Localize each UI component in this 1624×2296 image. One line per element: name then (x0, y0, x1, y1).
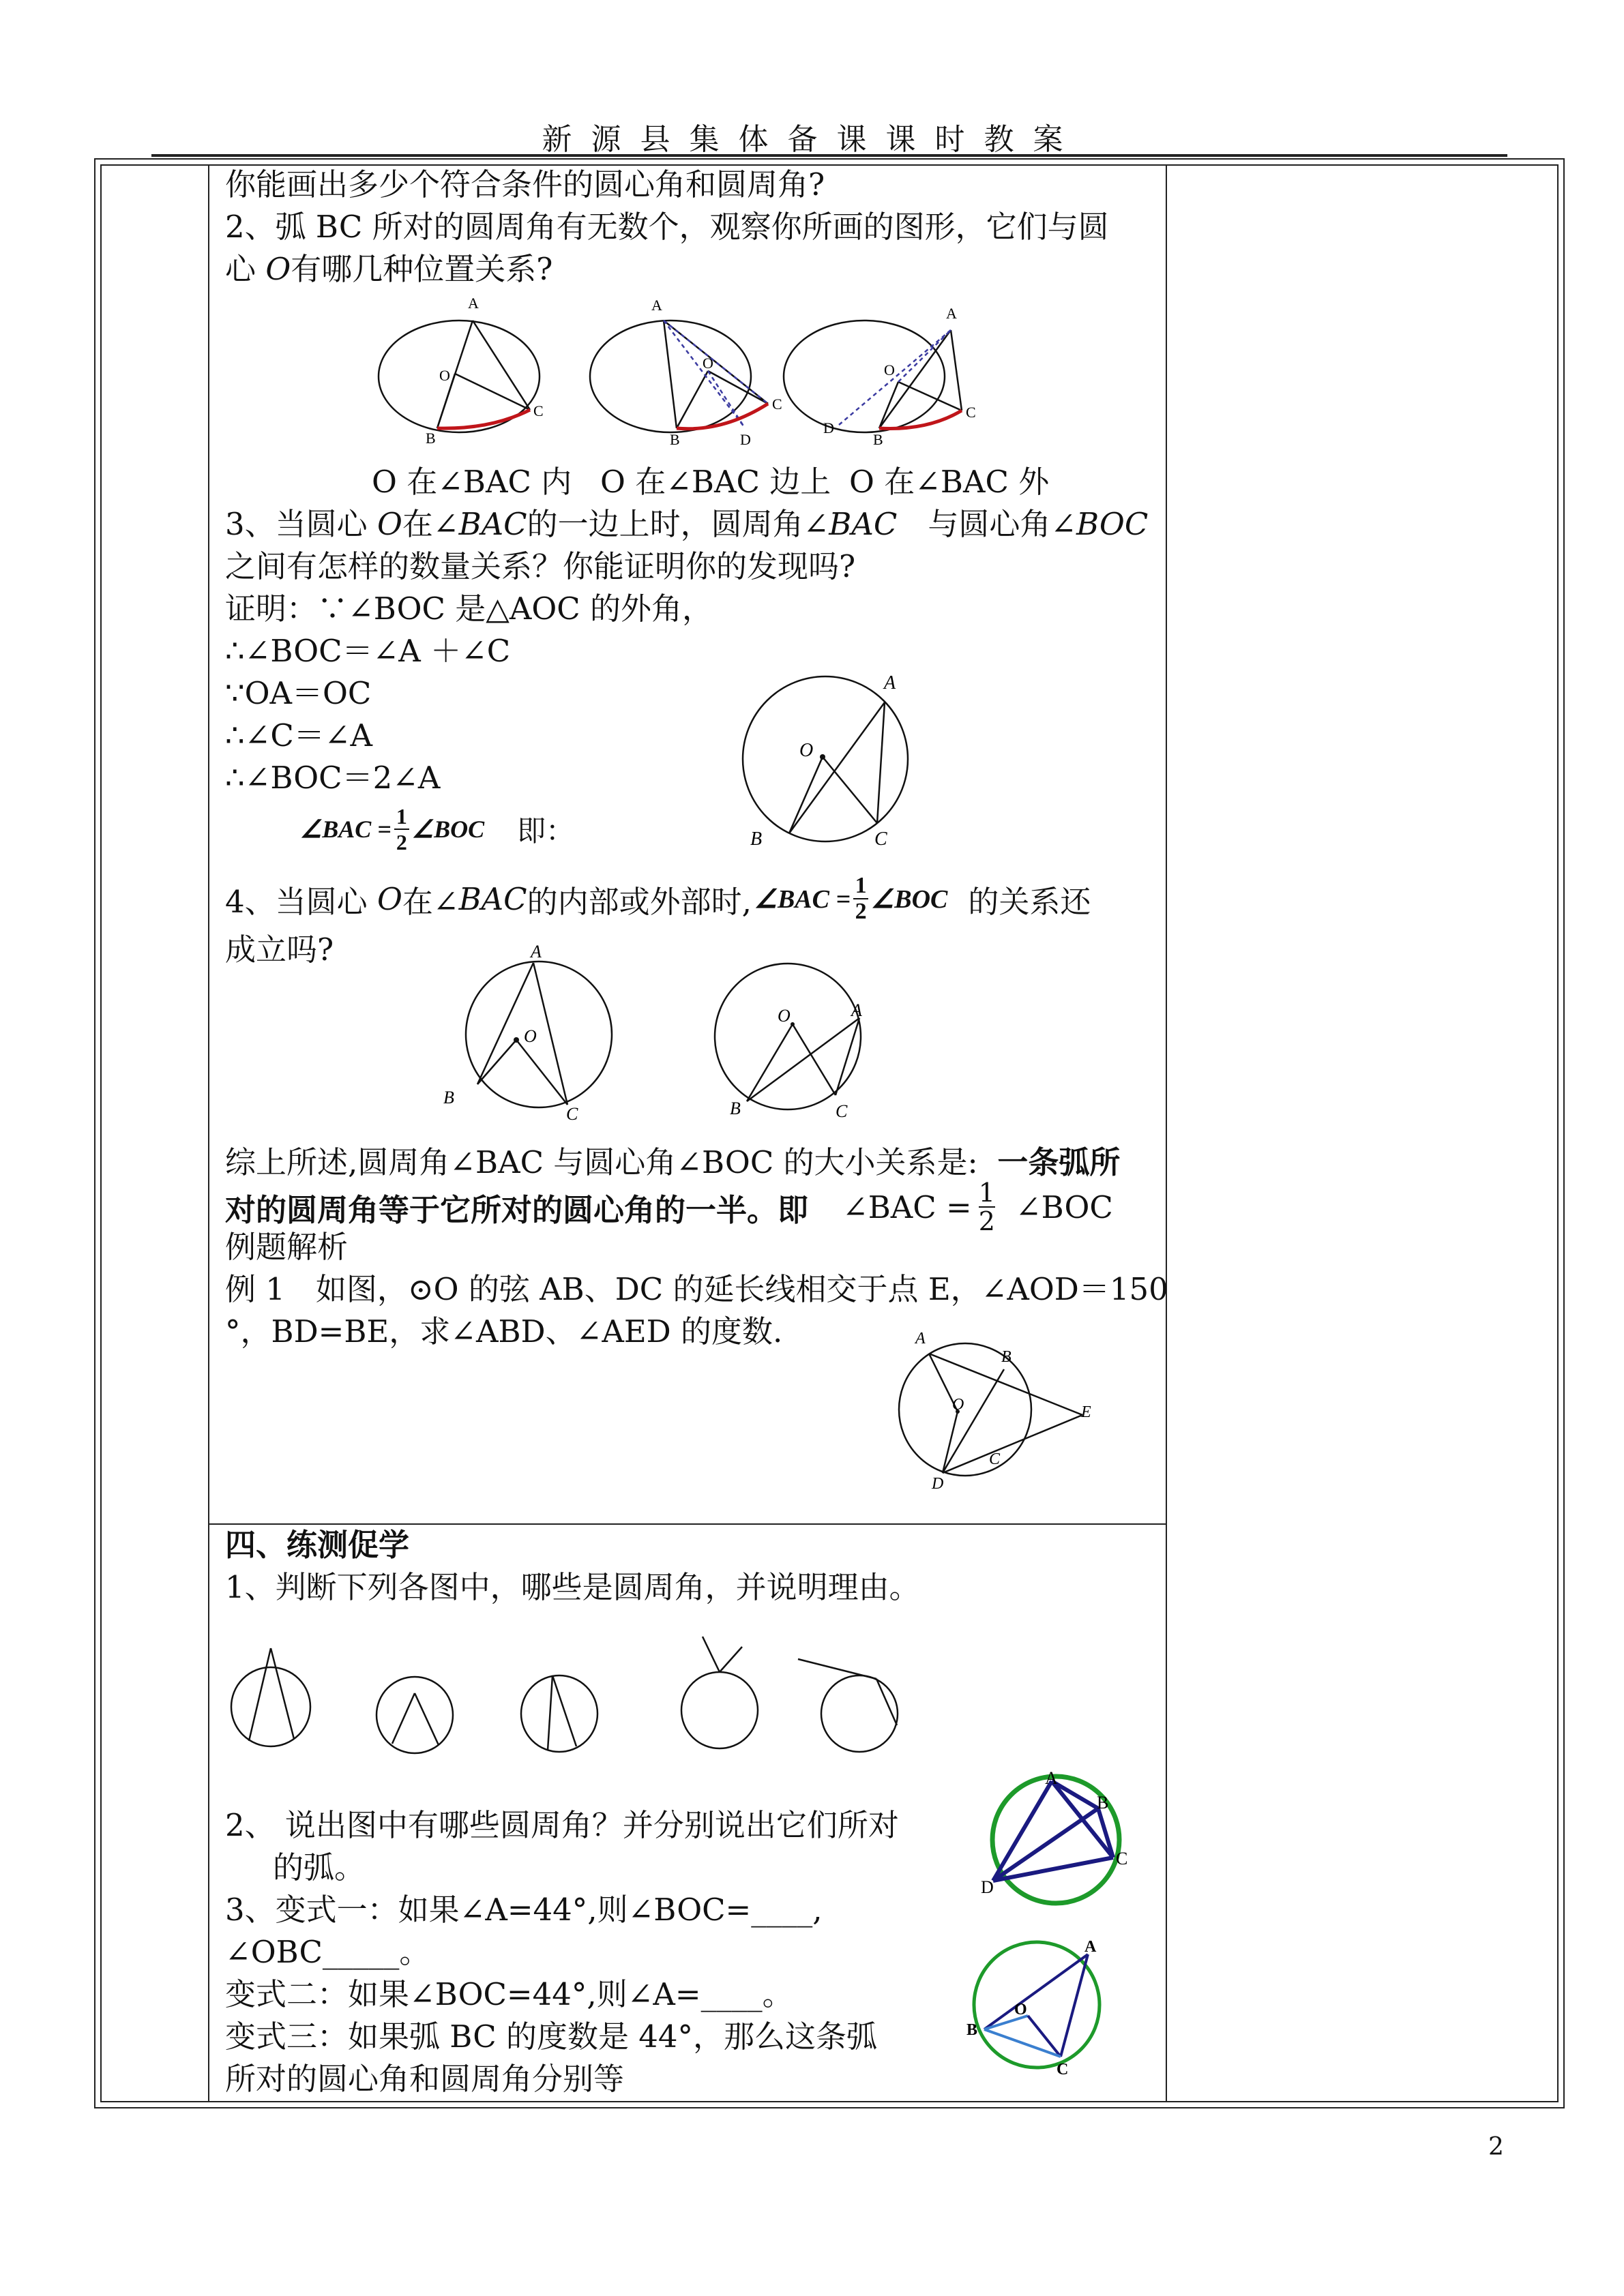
section4-title: 四、练测促学 (225, 1527, 410, 1563)
q4-line-a: 4、当圆心 O 在∠ BAC 的内部或外部时, ∠BAC = 1 2 ∠BOC 的关系还 (225, 873, 1091, 924)
svg-text:C: C (836, 1101, 848, 1121)
svg-text:E: E (1081, 1403, 1091, 1421)
example1-line-a: 例 1 如图，⊙O 的弦 AB、DC 的延长线相交于点 E，∠AOD＝150 (225, 1271, 1168, 1307)
svg-text:O: O (799, 740, 814, 761)
svg-text:B: B (1097, 1793, 1109, 1813)
proof-line-4: ∴∠C＝∠A (225, 717, 372, 754)
case-outside-label: O 在∠BAC 外 (849, 464, 1050, 500)
svg-text:O: O (524, 1026, 537, 1046)
q2-line-a: 2、弧 BC 所对的圆周角有无数个，观察你所画的图形，它们与圆 (225, 209, 1109, 245)
q3-line-b: 之间有怎样的数量关系？你能证明你的发现吗? (225, 548, 856, 584)
q4-circles-figure (437, 941, 862, 1125)
practice3-line-c: 变式二：如果∠BOC=44°,则∠A=____。 (225, 1976, 793, 2012)
svg-text:C: C (989, 1450, 1001, 1468)
ellipse-outside (784, 320, 945, 432)
table-col-divider-left (208, 164, 209, 2101)
example1-line-b: °，BD=BE，求∠ABD、∠AED 的度数. (225, 1313, 783, 1350)
svg-text:B: B (750, 829, 763, 850)
summary-line-a: 综上所述,圆周角∠BAC 与圆心角∠BOC 的大小关系是: 一条弧所 (225, 1144, 1121, 1180)
case-edge-label: O 在∠BAC 边上 (600, 464, 831, 500)
svg-text:B: B (426, 430, 436, 447)
svg-text:A: A (468, 295, 479, 312)
q1-tail: 你能画出多少个符合条件的圆心角和圆周角? (225, 166, 825, 203)
practice3-line-a: 3、变式一：如果∠A=44°,则∠BOC=____, (225, 1892, 823, 1928)
example1-figure (880, 1326, 1112, 1497)
svg-text:A: A (915, 1330, 926, 1347)
svg-text:A: A (884, 672, 896, 694)
svg-text:O: O (439, 367, 450, 384)
proof-line-5: ∴∠BOC＝2∠A (225, 760, 441, 796)
svg-text:B: B (873, 431, 883, 448)
svg-text:A: A (651, 297, 662, 314)
svg-text:C: C (566, 1104, 578, 1124)
q3-line-a: 3、当圆心 O在∠BAC的一边上时，圆周角∠BAC 与圆心角∠BOC (225, 506, 1149, 542)
page-header-title: 新源县集体备课课时教案 (542, 122, 1082, 157)
proof-line-2: ∴∠BOC＝∠A ＋∠C (225, 633, 511, 669)
svg-text:B: B (670, 431, 680, 448)
practice3-line-e: 所对的圆心角和圆周角分别等 (225, 2061, 625, 2097)
svg-text:O: O (952, 1396, 964, 1414)
svg-text:B: B (1001, 1348, 1012, 1366)
svg-text:B: B (730, 1099, 741, 1118)
svg-text:A: A (946, 305, 957, 322)
svg-text:O: O (703, 355, 713, 372)
svg-text:C: C (533, 402, 544, 419)
svg-text:B: B (966, 2021, 978, 2039)
svg-text:A: A (1084, 1938, 1097, 1956)
proof-line-3: ∵OA＝OC (225, 675, 372, 711)
table-col-divider-right (1166, 164, 1167, 2101)
practice1-figures (222, 1633, 917, 1763)
example-title: 例题解析 (225, 1229, 349, 1265)
q4-line-b: 成立吗? (225, 931, 334, 968)
q2-line-b: 心 O有哪几种位置关系? (225, 251, 553, 287)
proof-line-1: 证明：∵∠BOC 是△AOC 的外角， (225, 591, 713, 627)
svg-text:B: B (443, 1088, 454, 1107)
proof-formula: ∠BAC = 1 2 ∠BOC 即： (300, 804, 575, 854)
proof-circle-figure (737, 665, 941, 856)
svg-text:D: D (932, 1475, 944, 1493)
svg-text:C: C (772, 396, 782, 413)
summary-line-b: 对的圆周角等于它所对的圆心角的一半。即 ∠BAC = 1 2 ∠BOC (225, 1178, 1113, 1236)
practice2-line-a: 2、 说出图中有哪些圆周角？并分别说出它们所对 (225, 1807, 899, 1843)
svg-text:D: D (740, 431, 751, 448)
svg-text:O: O (778, 1006, 791, 1026)
svg-text:A: A (851, 1000, 862, 1020)
svg-text:A: A (531, 942, 542, 961)
svg-text:A: A (1045, 1768, 1058, 1788)
practice2-line-b: 的弧。 (273, 1849, 366, 1885)
svg-text:C: C (966, 404, 976, 421)
svg-text:C: C (1057, 2061, 1069, 2078)
page-number: 2 (1488, 2133, 1504, 2161)
svg-text:D: D (823, 419, 834, 436)
header-rule (151, 154, 1507, 157)
case-inside-label: O 在∠BAC 内 (372, 464, 572, 500)
practice3-figure (951, 1930, 1122, 2080)
practice3-line-b: ∠OBC_____。 (225, 1934, 430, 1970)
practice3-line-d: 变式三：如果弧 BC 的度数是 44°，那么这条弧 (225, 2018, 878, 2055)
svg-text:O: O (1014, 2001, 1027, 2018)
svg-text:C: C (874, 829, 887, 850)
red-arcs (437, 404, 962, 429)
svg-text:D: D (981, 1877, 994, 1897)
practice1: 1、判断下列各图中，哪些是圆周角，并说明理由。 (225, 1569, 920, 1605)
ellipse-figures (368, 293, 1016, 457)
svg-text:C: C (1116, 1849, 1128, 1868)
svg-text:O: O (884, 361, 895, 378)
practice2-figure (969, 1768, 1139, 1909)
